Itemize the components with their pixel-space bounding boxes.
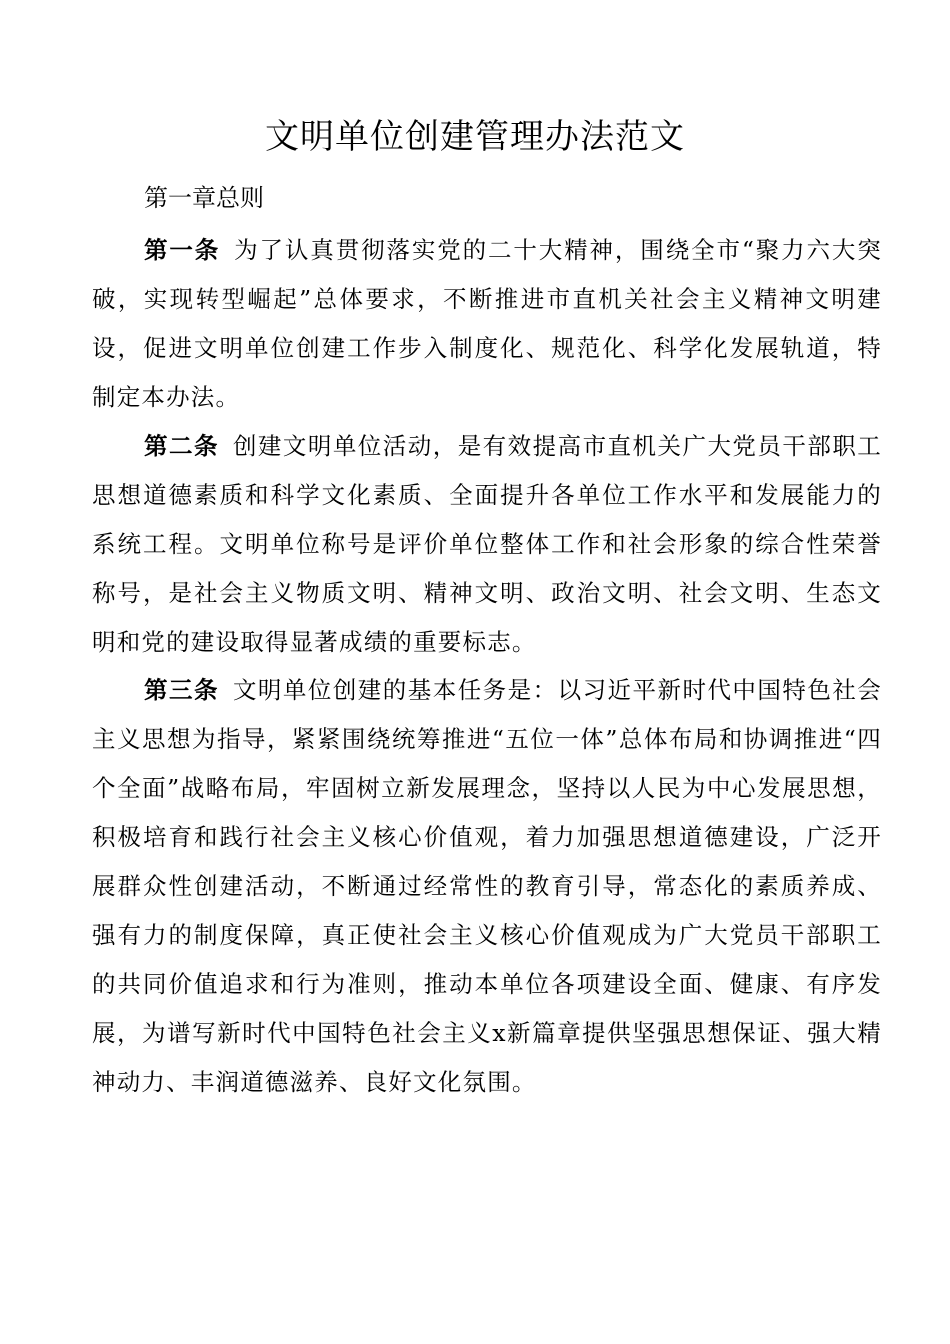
- article-label: 第二条: [144, 432, 219, 460]
- article-paragraph: [92, 422, 882, 667]
- document-title: 文明单位创建管理办法范文: [265, 117, 685, 157]
- chapter-heading: 第一章总则: [144, 184, 264, 212]
- article-text: 文明单位创建的基本任务是：以习近平新时代中国特色社会主义思想为指导，紧紧围绕统筹推进“五位一体”总体布局和协调推进“四个全面”战略布局，牢固树立新发展理念，坚持以人民为中心发展思想，积极培育和践行社会主义核心价值观，着力加强思想道德建设，广泛开展群众性创建活动，不断通过经常性的教育引导，常态化的素质养成、强有力的制度保障，真正使社会主义核心价值观成为广大党员干部职工的共同价值追求和行为准则，推动本单位各项建设全面、健康、有序发展，为谱写新时代中国特色社会主义x新篇章提供坚强思想保证、强大精神动力、丰润道德滋养、良好文化氛围。: [92, 676, 883, 1096]
- article-paragraph: [92, 226, 882, 422]
- article-text: 创建文明单位活动，是有效提高市直机关广大党员干部职工思想道德素质和科学文化素质、全面提升各单位工作水平和发展能力的系统工程。文明单位称号是评价单位整体工作和社会形象的综合性荣誉称号，是社会主义物质文明、精神文明、政治文明、社会文明、生态文明和党的建设取得显著成绩的重要标志。: [92, 432, 883, 656]
- article-text: 为了认真贯彻落实党的二十大精神，围绕全市“聚力六大突破，实现转型崛起”总体要求，不断推进市直机关社会主义精神文明建设，促进文明单位创建工作步入制度化、规范化、科学化发展轨道，特制定本办法。: [92, 236, 882, 411]
- article-label: 第一条: [144, 236, 221, 264]
- article-label: 第三条: [144, 676, 219, 704]
- article-paragraph: [92, 666, 882, 1107]
